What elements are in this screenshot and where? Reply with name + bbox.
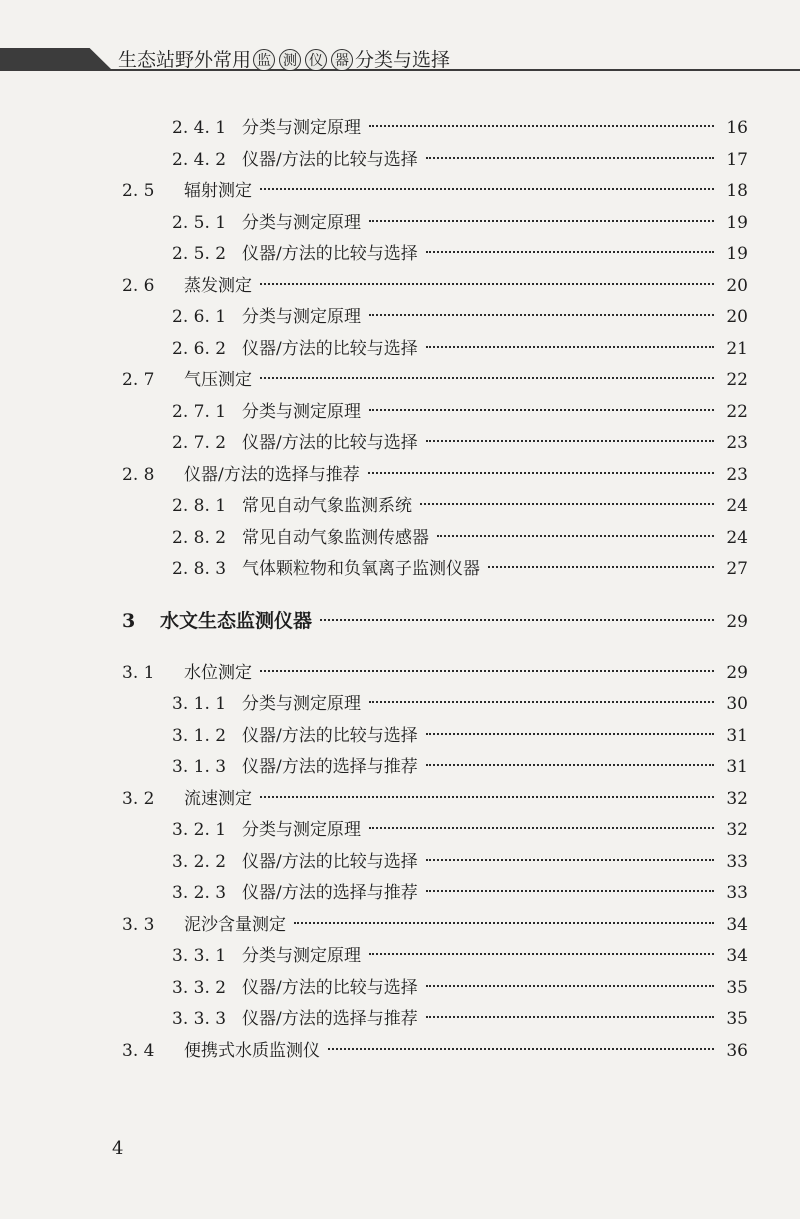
toc-entry[interactable] [172, 397, 748, 427]
toc-entry-number: 2. 4. 2 [172, 149, 227, 170]
toc-leader-dots [328, 1048, 714, 1050]
toc-entry[interactable] [172, 973, 748, 1003]
toc-entry-page: 22 [726, 370, 748, 390]
toc-entry-number: 3. 1. 1 [172, 694, 227, 714]
toc-leader-dots [369, 220, 714, 222]
toc-leader-dots [420, 503, 714, 505]
toc-entry-title: 仪器/方法的比较与选择 [242, 433, 418, 453]
header-title-part2: 分类与选择 [355, 49, 451, 71]
toc-entry[interactable] [122, 1036, 748, 1066]
toc-leader-dots [437, 535, 714, 537]
toc-leader-dots [426, 440, 714, 442]
toc-entry-page: 23 [726, 433, 748, 453]
toc-entry[interactable] [172, 113, 748, 143]
toc-entry-number: 3. 1. 3 [172, 757, 227, 777]
toc-leader-dots [260, 670, 714, 672]
header-tab-decoration [0, 48, 112, 70]
toc-entry-title: 仪器/方法的比较与选择 [242, 851, 418, 872]
toc-entry-page: 35 [726, 977, 748, 998]
toc-entry-page: 22 [726, 401, 748, 422]
toc-entry-page: 33 [726, 883, 748, 903]
toc-leader-dots [426, 157, 714, 159]
toc-entry-title: 气压测定 [184, 370, 252, 390]
toc-entry-page: 20 [726, 307, 748, 327]
toc-leader-dots [426, 346, 714, 348]
toc-entry-page: 16 [726, 118, 748, 138]
toc-entry-title: 泥沙含量测定 [184, 914, 286, 935]
toc-entry[interactable] [172, 847, 748, 877]
toc-entry-page: 21 [726, 338, 748, 359]
toc-leader-dots [369, 953, 714, 955]
toc-entry[interactable] [172, 334, 748, 364]
header-highlight-group [251, 49, 355, 71]
toc-entry-page: 17 [726, 149, 748, 170]
running-header [118, 48, 450, 72]
page-number: 4 [112, 1138, 124, 1159]
header-title-part1: 生态站野外常用 [118, 49, 252, 71]
toc-entry-number: 2. 8. 1 [172, 496, 227, 516]
toc-leader-dots [426, 890, 714, 892]
toc-entry-title: 常见自动气象监测系统 [242, 496, 412, 516]
toc-entry[interactable] [172, 752, 748, 782]
toc-entry-number: 2. 8 [122, 464, 155, 485]
toc-entry[interactable] [172, 428, 748, 458]
toc-entry-title: 气体颗粒物和负氧离子监测仪器 [242, 559, 480, 579]
toc-entry-page: 32 [726, 788, 748, 809]
toc-leader-dots [426, 733, 714, 735]
toc-entry-number: 2. 7. 2 [172, 433, 227, 453]
toc-entry-page: 34 [726, 946, 748, 966]
toc-leader-dots [260, 188, 714, 190]
toc-entry-number: 3. 2. 2 [172, 851, 227, 872]
toc-entry[interactable] [122, 365, 748, 395]
toc-entry[interactable] [172, 941, 748, 971]
toc-entry[interactable] [122, 271, 748, 301]
toc-entry-number: 3. 2. 3 [172, 883, 227, 903]
toc-entry-title: 便携式水质监测仪 [184, 1040, 320, 1061]
toc-entry-number: 3. 3. 3 [172, 1009, 227, 1029]
toc-entry-number: 3. 4 [122, 1040, 155, 1061]
toc-leader-dots [488, 566, 714, 568]
toc-entry-number: 2. 5 [122, 181, 155, 201]
toc-entry[interactable] [172, 815, 748, 845]
toc-entry-title: 分类与测定原理 [242, 401, 361, 422]
toc-leader-dots [294, 922, 714, 924]
toc-entry[interactable] [172, 721, 748, 751]
toc-entry-page: 18 [726, 181, 748, 201]
toc-leader-dots [426, 1016, 714, 1018]
toc-entry-title: 仪器/方法的选择与推荐 [184, 464, 360, 485]
toc-entry-title: 仪器/方法的比较与选择 [242, 977, 418, 998]
toc-entry-title: 蒸发测定 [184, 275, 252, 296]
toc-entry-number: 3. 1 [122, 662, 155, 683]
toc-entry-title: 分类与测定原理 [242, 694, 361, 714]
toc-leader-dots [320, 619, 714, 621]
toc-entry-title: 仪器/方法的比较与选择 [242, 338, 418, 359]
toc-entry-title: 水文生态监测仪器 [160, 609, 313, 632]
toc-entry-title: 仪器/方法的选择与推荐 [242, 757, 418, 777]
toc-leader-dots [368, 472, 714, 474]
toc-entry-page: 32 [726, 820, 748, 840]
toc-leader-dots [260, 796, 714, 798]
toc-entry[interactable] [172, 239, 748, 269]
toc-entry[interactable] [172, 554, 748, 584]
toc-entry-number: 3. 3. 1 [172, 946, 227, 966]
toc-entry-number: 2. 6 [122, 275, 155, 296]
toc-entry-page: 31 [726, 725, 748, 746]
toc-entry-title: 水位测定 [184, 662, 252, 683]
toc-entry-title: 仪器/方法的选择与推荐 [242, 1009, 418, 1029]
toc-entry-title: 流速测定 [184, 788, 252, 809]
toc-entry[interactable] [172, 1004, 748, 1034]
toc-leader-dots [260, 283, 714, 285]
toc-entry-number: 3. 3 [122, 914, 155, 935]
toc-entry-title: 分类与测定原理 [242, 820, 361, 840]
toc-entry-page: 33 [726, 851, 748, 872]
toc-leader-dots [369, 125, 714, 127]
toc-entry[interactable] [122, 784, 748, 814]
toc-entry[interactable] [172, 145, 748, 175]
toc-entry-title: 仪器/方法的比较与选择 [242, 149, 418, 170]
toc-entry-page: 36 [726, 1040, 748, 1061]
toc-leader-dots [426, 985, 714, 987]
toc-leader-dots [426, 859, 714, 861]
toc-entry-title: 分类与测定原理 [242, 307, 361, 327]
toc-entry-number: 2. 7. 1 [172, 401, 227, 422]
header-highlight-char: 监 [253, 49, 275, 71]
toc-entry-page: 19 [726, 212, 748, 233]
toc-entry-number: 2. 6. 2 [172, 338, 227, 359]
toc-entry[interactable] [122, 460, 748, 490]
toc-entry[interactable] [172, 208, 748, 238]
toc-entry-title: 仪器/方法的比较与选择 [242, 725, 418, 746]
toc-entry[interactable] [122, 658, 748, 688]
header-highlight-char: 器 [331, 49, 353, 71]
toc-entry-number: 3 [122, 609, 136, 632]
toc-entry-number: 2. 8. 2 [172, 527, 227, 548]
toc-entry-page: 24 [726, 527, 748, 548]
toc-entry-number: 2. 5. 2 [172, 244, 227, 264]
toc-leader-dots [426, 764, 714, 766]
toc-entry[interactable] [122, 176, 748, 206]
toc-leader-dots [426, 251, 714, 253]
toc-entry[interactable] [172, 689, 748, 719]
toc-entry-title: 分类与测定原理 [242, 946, 361, 966]
toc-entry-number: 2. 7 [122, 370, 155, 390]
toc-entry[interactable] [172, 491, 748, 521]
toc-entry-number: 2. 4. 1 [172, 118, 227, 138]
toc-leader-dots [369, 409, 714, 411]
toc-leader-dots [369, 701, 714, 703]
toc-entry[interactable] [122, 910, 748, 940]
toc-entry-number: 2. 8. 3 [172, 559, 227, 579]
toc-entry-title: 常见自动气象监测传感器 [242, 527, 429, 548]
toc-entry-number: 2. 5. 1 [172, 212, 227, 233]
toc-entry-page: 24 [726, 496, 748, 516]
toc-leader-dots [260, 377, 714, 379]
toc-entry-number: 3. 2 [122, 788, 155, 809]
toc-entry-page: 20 [726, 275, 748, 296]
toc-entry-title: 仪器/方法的比较与选择 [242, 244, 418, 264]
toc-entry-page: 29 [726, 662, 748, 683]
toc-entry[interactable] [172, 878, 748, 908]
header-highlight-char: 测 [279, 49, 301, 71]
toc-leader-dots [369, 827, 714, 829]
toc-entry-number: 3. 2. 1 [172, 820, 227, 840]
toc-entry-page: 30 [726, 694, 748, 714]
toc-entry-page: 27 [726, 559, 748, 579]
toc-entry-title: 分类与测定原理 [242, 118, 361, 138]
toc-entry-page: 35 [726, 1009, 748, 1029]
toc-entry[interactable] [172, 302, 748, 332]
toc-entry-title: 仪器/方法的选择与推荐 [242, 883, 418, 903]
toc-entry[interactable] [122, 606, 748, 636]
toc-leader-dots [369, 314, 714, 316]
toc-entry-number: 2. 6. 1 [172, 307, 227, 327]
toc-entry-title: 辐射测定 [184, 181, 252, 201]
toc-entry-page: 34 [726, 914, 748, 935]
toc-entry[interactable] [172, 523, 748, 553]
toc-entry-page: 31 [726, 757, 748, 777]
toc-entry-number: 3. 3. 2 [172, 977, 227, 998]
toc-entry-page: 29 [726, 611, 748, 632]
toc-entry-page: 23 [726, 464, 748, 485]
toc-entry-title: 分类与测定原理 [242, 212, 361, 233]
toc-entry-number: 3. 1. 2 [172, 725, 227, 746]
header-highlight-char: 仪 [305, 49, 327, 71]
toc-entry-page: 19 [726, 244, 748, 264]
